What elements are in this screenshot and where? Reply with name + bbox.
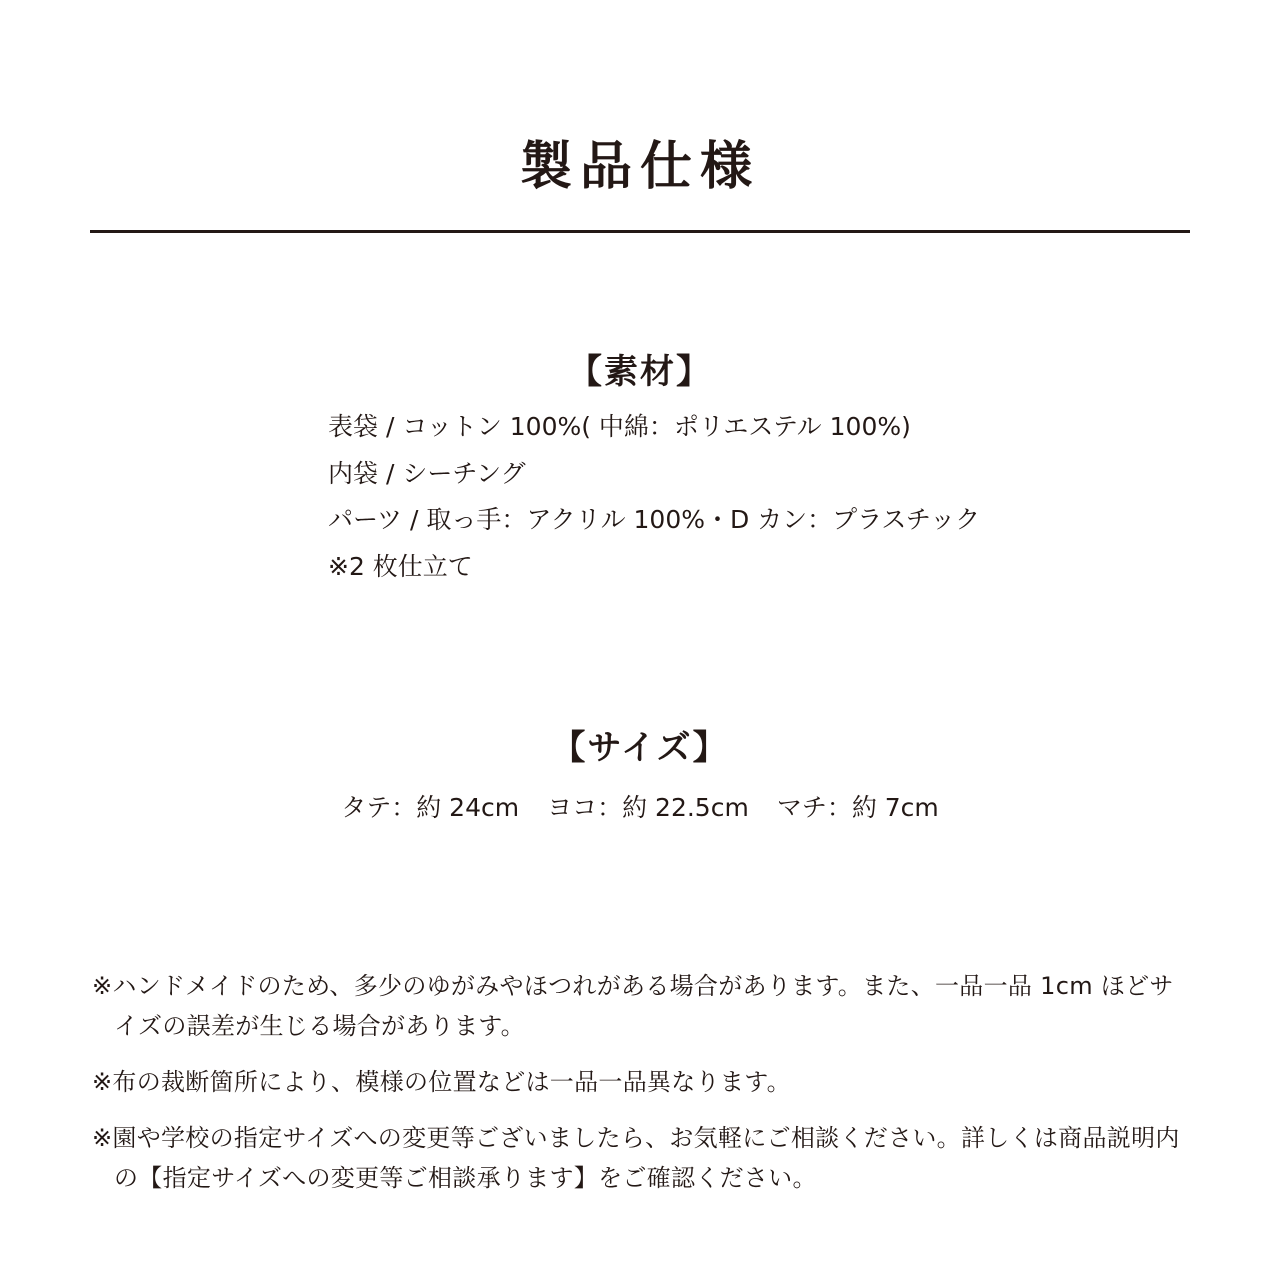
size-height: タテ：約 24cm [341,793,520,822]
note-pattern: ※布の裁断箇所により、模様の位置などは一品一品異なります。 [92,1068,791,1096]
materials-line-outer-bag: 表袋 / コットン 100%( 中綿：ポリエステル 100%) [328,412,911,441]
notes-list [92,966,1184,1214]
note-custom-size: ※園や学校の指定サイズへの変更等ございましたら、お気軽にご相談ください。詳しくは商品説明内の【指定サイズへの変更等ご相談承ります】をご確認ください。 [92,1124,1180,1192]
size-heading: 【サイズ】 [551,728,729,769]
page-title: 製品仕様 [519,136,760,197]
materials-line-inner-bag: 内袋 / シーチング [328,458,526,488]
materials-line-parts: パーツ / 取っ手：アクリル 100%・D カン：プラスチック [328,505,981,534]
note-handmade: ※ハンドメイドのため、多少のゆがみやほつれがある場合があります。また、一品一品 1cm ほどサイズの誤差が生じる場合があります。 [92,972,1174,1040]
size-depth: マチ：約 7cm [776,793,939,822]
title-divider [90,230,1190,233]
size-width: ヨコ：約 22.5cm [547,793,749,822]
materials-line-note: ※2 枚仕立て [328,551,473,581]
size-dimensions [0,788,1280,828]
materials-heading: 【素材】 [568,352,712,393]
materials-list [328,404,1128,590]
